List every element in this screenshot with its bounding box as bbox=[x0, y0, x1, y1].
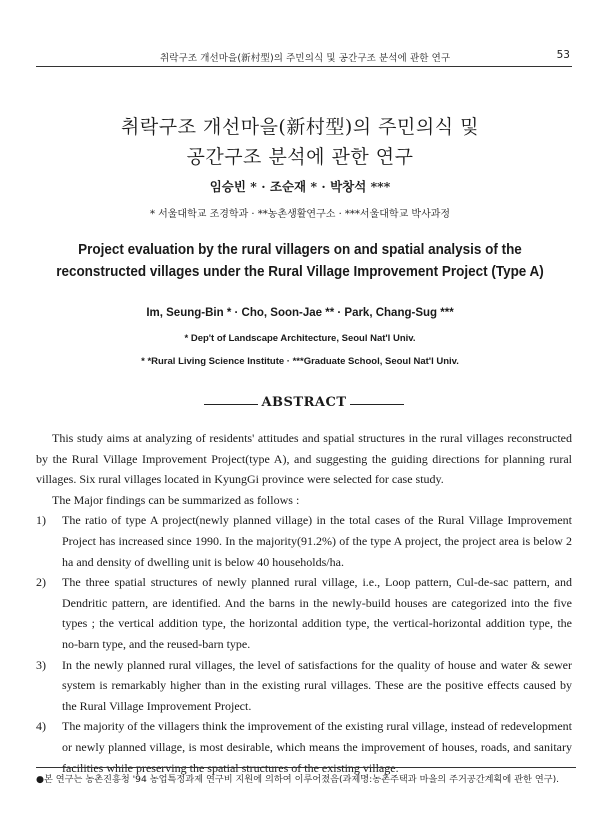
english-affiliation-2: * *Rural Living Science Institute · ***Graduate School, Seoul Nat'l Univ. bbox=[141, 356, 459, 367]
korean-title-line-2: 공간구조 분석에 관한 연구 bbox=[186, 146, 414, 168]
finding-number: 1) bbox=[36, 513, 46, 528]
footnote bbox=[36, 767, 576, 788]
english-title-line-2: reconstructed villages under the Rural Village Improvement Project (Type A) bbox=[56, 264, 544, 280]
abstract-body bbox=[36, 428, 572, 778]
english-authors: Im, Seung-Bin * · Cho, Soon-Jae ** · Park, Chang-Sug *** bbox=[146, 307, 454, 319]
finding-text: The ratio of type A project(newly planned village) in the total cases of the Rural Village Improvement Project has increased since 1990. In the majority(91.2%) of the type A project, the project area is below 2 ha and density of dwelling unit is below 40 households/ha. bbox=[62, 513, 572, 569]
footnote-text: ●본 연구는 농촌진흥청 '94 농업특정과제 연구비 지원에 의하여 이루어졌음(과제명:농촌주택과 마을의 주거공간계획에 관한 연구). bbox=[36, 774, 560, 785]
abstract-intro: This study aims at analyzing of residents' attitudes and spatial structures in the rural villages reconstructed by the Rural Village Improvement Project(type A), and suggesting the guiding directions for planning rural villages. Six rural villages located in KyungGi province were selected for case study. bbox=[36, 431, 572, 487]
finding-number: 4) bbox=[36, 719, 46, 734]
korean-title-line-1: 취락구조 개선마을(新村型)의 주민의식 및 bbox=[121, 116, 479, 138]
finding-number: 2) bbox=[36, 575, 46, 590]
finding-text: In the newly planned rural villages, the level of satisfactions for the quality of house and water & sewer system is remarkably higher than in the existing rural villages. These are the positive effects caused by the Rural Village Improvement Project. bbox=[62, 657, 572, 713]
page-number: 53 bbox=[556, 49, 570, 61]
finding-number: 3) bbox=[36, 657, 46, 672]
heading-rule-right bbox=[350, 404, 404, 405]
abstract-heading bbox=[0, 395, 600, 415]
korean-affiliations: * 서울대학교 조경학과 · **농촌생활연구소 · ***서울대학교 박사과정 bbox=[149, 209, 451, 220]
english-title-line-1: Project evaluation by the rural villagers on and spatial analysis of the bbox=[78, 242, 522, 258]
finding-text: The majority of the villagers think the improvement of the existing rural village, instead of redevelopment or newly planned village, is most desirable, which means the improvement of houses, roads, and sanitary facilities while preserving the spatial structures of the existing village. bbox=[62, 719, 572, 775]
heading-rule-left bbox=[204, 404, 258, 405]
finding-item bbox=[36, 510, 572, 572]
finding-item bbox=[36, 655, 572, 717]
running-title: 취락구조 개선마을(新村型)의 주민의식 및 공간구조 분석에 관한 연구 bbox=[160, 53, 451, 64]
finding-item bbox=[36, 572, 572, 654]
findings-intro: The Major findings can be summarized as follows : bbox=[52, 492, 300, 507]
finding-text: The three spatial structures of newly planned rural village, i.e., Loop pattern, Cul-de-sac pattern, and Dendritic pattern, are identified. And the barns in the newly-build houses are categorized into the five types ; the vertical addition type, the horizontal addition type, the vertical-horizontal addition type, the no-barn type, and the reused-barn type. bbox=[62, 575, 572, 651]
korean-authors: 임승빈 * · 조순재 * · 박창석 *** bbox=[209, 179, 391, 194]
running-header bbox=[36, 48, 572, 67]
abstract-heading-label: ABSTRACT bbox=[261, 395, 347, 410]
english-affiliation-1: * Dep't of Landscape Architecture, Seoul Nat'l Univ. bbox=[184, 333, 416, 344]
